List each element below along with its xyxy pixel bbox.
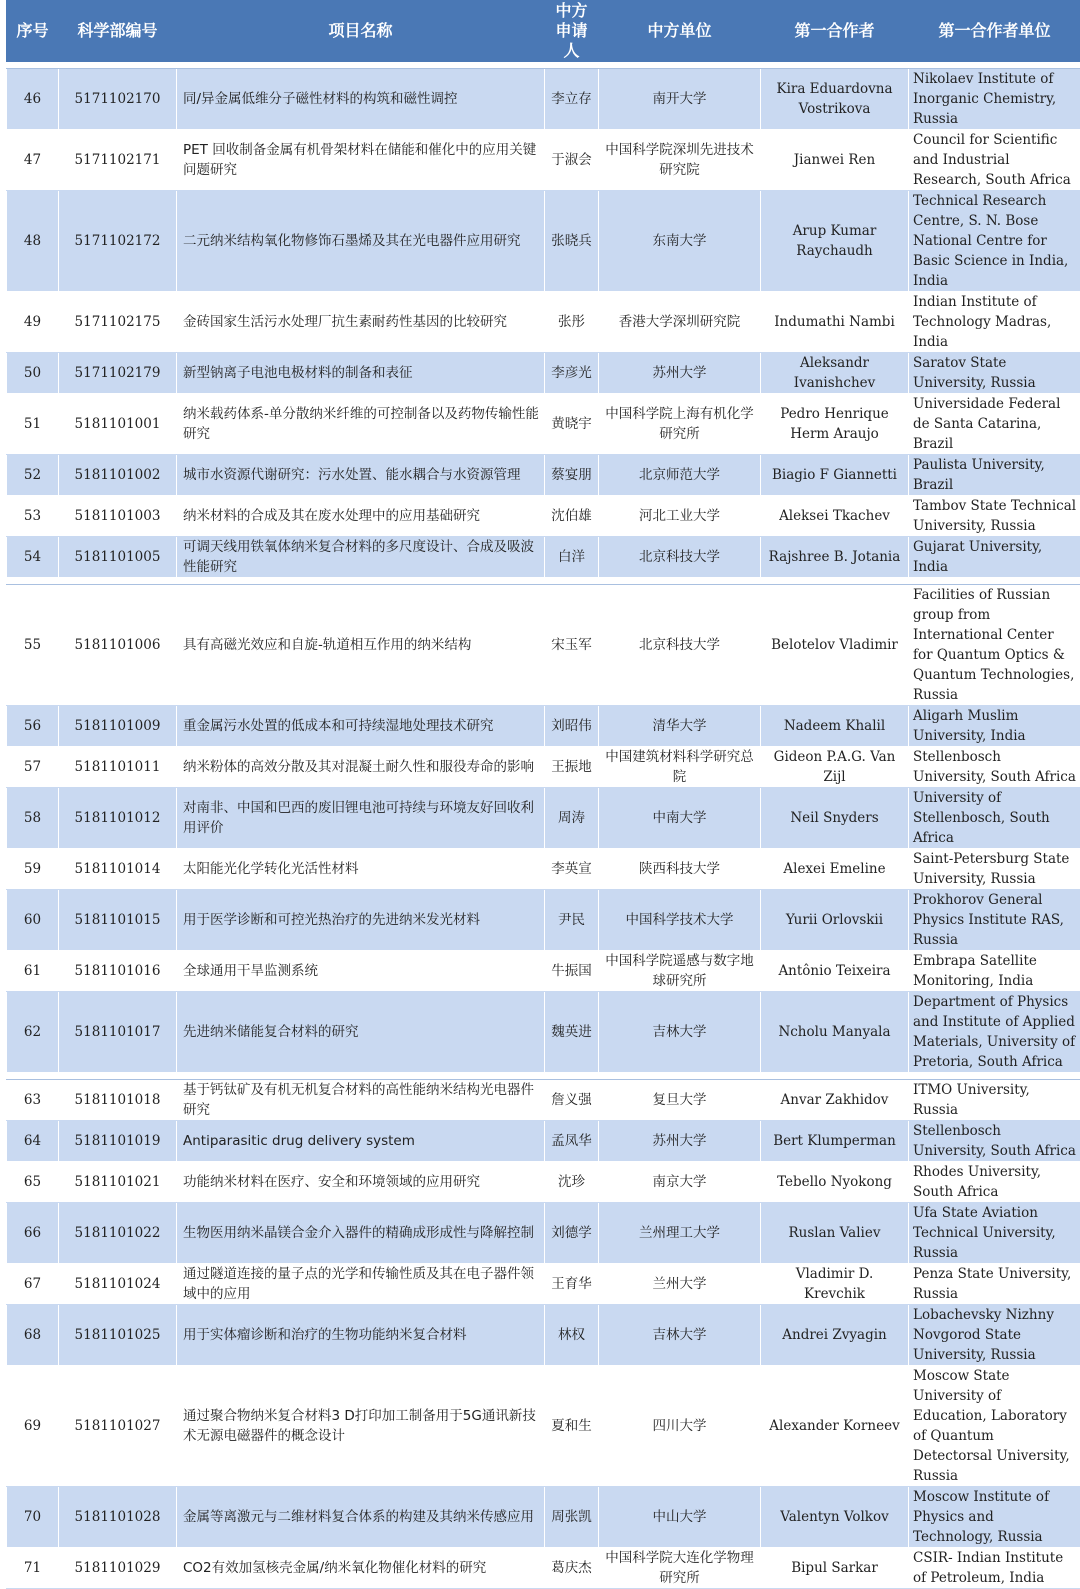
row-applicant: 王振地	[545, 747, 599, 788]
header-applicant: 中方申请人	[545, 1, 599, 62]
row-project: 生物医用纳米晶镁合金介入器件的精确成形成性与降解控制	[177, 1203, 545, 1264]
table-row	[7, 394, 1080, 455]
row-unit: 苏州大学	[599, 353, 761, 394]
row-project: 纳米材料的合成及其在废水处理中的应用基础研究	[177, 496, 545, 537]
row-number: 50	[7, 353, 59, 394]
row-project: 金砖国家生活污水处理厂抗生素耐药性基因的比较研究	[177, 292, 545, 353]
row-code: 5181101021	[59, 1162, 177, 1203]
row-unit: 中山大学	[599, 1487, 761, 1548]
section-gap	[7, 578, 1080, 585]
row-code: 5181101029	[59, 1548, 177, 1589]
row-number: 64	[7, 1121, 59, 1162]
row-unit: 东南大学	[599, 191, 761, 292]
row-partner: Kira Eduardovna Vostrikova	[761, 69, 909, 130]
header-gap	[7, 62, 1080, 69]
header-partner: 第一合作者	[761, 1, 909, 62]
row-project: 二元纳米结构氧化物修饰石墨烯及其在光电器件应用研究	[177, 191, 545, 292]
row-number: 69	[7, 1366, 59, 1487]
row-code: 5181101005	[59, 537, 177, 578]
row-code: 5171102171	[59, 130, 177, 191]
row-number: 65	[7, 1162, 59, 1203]
row-code: 5181101012	[59, 788, 177, 849]
row-unit: 香港大学深圳研究院	[599, 292, 761, 353]
row-project: 具有高磁光效应和自旋-轨道相互作用的纳米结构	[177, 585, 545, 706]
header-partner-unit: 第一合作者单位	[909, 1, 1080, 62]
row-partner: Aleksandr Ivanishchev	[761, 353, 909, 394]
row-number: 54	[7, 537, 59, 578]
row-partner: Jianwei Ren	[761, 130, 909, 191]
row-number: 55	[7, 585, 59, 706]
row-project: 太阳能光化学转化光活性材料	[177, 849, 545, 890]
row-unit: 苏州大学	[599, 1121, 761, 1162]
row-partner: Biagio F Giannetti	[761, 455, 909, 496]
row-unit: 北京师范大学	[599, 455, 761, 496]
table-row	[7, 537, 1080, 578]
table-row	[7, 1264, 1080, 1305]
row-code: 5171102172	[59, 191, 177, 292]
row-project: 城市水资源代谢研究：污水处置、能水耦合与水资源管理	[177, 455, 545, 496]
row-number: 70	[7, 1487, 59, 1548]
row-unit: 中国科学院上海有机化学研究所	[599, 394, 761, 455]
row-applicant: 詹义强	[545, 1080, 599, 1121]
row-partner: Bert Klumperman	[761, 1121, 909, 1162]
table-row	[7, 130, 1080, 191]
row-applicant: 周张凯	[545, 1487, 599, 1548]
row-partner: Antônio Teixeira	[761, 951, 909, 992]
row-unit: 清华大学	[599, 706, 761, 747]
row-partner-unit: Aligarh Muslim University, India	[909, 706, 1080, 747]
row-project: 用于实体瘤诊断和治疗的生物功能纳米复合材料	[177, 1305, 545, 1366]
row-applicant: 牛振国	[545, 951, 599, 992]
row-partner-unit: Tambov State Technical University, Russia	[909, 496, 1080, 537]
row-code: 5181101017	[59, 992, 177, 1073]
row-project: 基于钙钛矿及有机无机复合材料的高性能纳米结构光电器件研究	[177, 1080, 545, 1121]
table-row	[7, 1548, 1080, 1589]
row-code: 5181101006	[59, 585, 177, 706]
row-partner: Anvar Zakhidov	[761, 1080, 909, 1121]
row-unit: 四川大学	[599, 1366, 761, 1487]
table-row	[7, 747, 1080, 788]
row-partner-unit: ITMO University, Russia	[909, 1080, 1080, 1121]
row-partner: Belotelov Vladimir	[761, 585, 909, 706]
row-code: 5181101002	[59, 455, 177, 496]
row-code: 5181101015	[59, 890, 177, 951]
table-row	[7, 585, 1080, 706]
row-number: 71	[7, 1548, 59, 1589]
row-number: 57	[7, 747, 59, 788]
row-project: 通过隧道连接的量子点的光学和传输性质及其在电子器件领域中的应用	[177, 1264, 545, 1305]
row-partner: Valentyn Volkov	[761, 1487, 909, 1548]
row-partner-unit: Lobachevsky Nizhny Novgorod State University, Russia	[909, 1305, 1080, 1366]
row-applicant: 沈珍	[545, 1162, 599, 1203]
table-row	[7, 292, 1080, 353]
row-applicant: 张彤	[545, 292, 599, 353]
row-unit: 中国科学院大连化学物理研究所	[599, 1548, 761, 1589]
row-number: 56	[7, 706, 59, 747]
row-code: 5181101025	[59, 1305, 177, 1366]
row-partner: Alexander Korneev	[761, 1366, 909, 1487]
table-row	[7, 69, 1080, 130]
row-project: 功能纳米材料在医疗、安全和环境领域的应用研究	[177, 1162, 545, 1203]
table-row	[7, 1487, 1080, 1548]
row-unit: 中国科学院遥感与数字地球研究所	[599, 951, 761, 992]
row-number: 63	[7, 1080, 59, 1121]
row-number: 58	[7, 788, 59, 849]
table-row	[7, 1305, 1080, 1366]
row-number: 46	[7, 69, 59, 130]
row-project: 金属等离激元与二维材料复合体系的构建及其纳米传感应用	[177, 1487, 545, 1548]
row-partner-unit: Saint-Petersburg State University, Russia	[909, 849, 1080, 890]
row-applicant: 张晓兵	[545, 191, 599, 292]
table-row	[7, 849, 1080, 890]
row-partner-unit: Department of Physics and Institute of Applied Materials, University of Pretoria, South Africa	[909, 992, 1080, 1073]
table-row	[7, 1162, 1080, 1203]
row-project: 纳米粉体的高效分散及其对混凝土耐久性和服役寿命的影响	[177, 747, 545, 788]
row-unit: 中国科学技术大学	[599, 890, 761, 951]
row-partner-unit: Embrapa Satellite Monitoring, India	[909, 951, 1080, 992]
row-partner-unit: Moscow State University of Education, Laboratory of Quantum Detectorsal University, Russia	[909, 1366, 1080, 1487]
table-row	[7, 496, 1080, 537]
row-partner: Gideon P.A.G. Van Zijl	[761, 747, 909, 788]
row-code: 5181101022	[59, 1203, 177, 1264]
row-unit: 复旦大学	[599, 1080, 761, 1121]
table-row	[7, 1121, 1080, 1162]
table-row	[7, 788, 1080, 849]
table-row	[7, 890, 1080, 951]
row-unit: 中国建筑材料科学研究总院	[599, 747, 761, 788]
row-partner: Ruslan Valiev	[761, 1203, 909, 1264]
row-project: 重金属污水处置的低成本和可持续湿地处理技术研究	[177, 706, 545, 747]
row-partner: Pedro Henrique Herm Araujo	[761, 394, 909, 455]
row-partner: Alexei Emeline	[761, 849, 909, 890]
row-partner-unit: Universidade Federal de Santa Catarina, Brazil	[909, 394, 1080, 455]
row-project: CO2有效加氢核壳金属/纳米氧化物催化材料的研究	[177, 1548, 545, 1589]
row-partner: Vladimir D. Krevchik	[761, 1264, 909, 1305]
row-number: 67	[7, 1264, 59, 1305]
row-unit: 兰州大学	[599, 1264, 761, 1305]
row-project: 通过聚合物纳米复合材料3 D打印加工制备用于5G通讯新技术无源电磁器件的概念设计	[177, 1366, 545, 1487]
table-row	[7, 1203, 1080, 1264]
row-number: 61	[7, 951, 59, 992]
row-partner-unit: CSIR- Indian Institute of Petroleum, India	[909, 1548, 1080, 1589]
row-code: 5181101024	[59, 1264, 177, 1305]
row-project: 对南非、中国和巴西的废旧锂电池可持续与环境友好回收利用评价	[177, 788, 545, 849]
row-unit: 中南大学	[599, 788, 761, 849]
row-applicant: 白洋	[545, 537, 599, 578]
row-unit: 河北工业大学	[599, 496, 761, 537]
row-code: 5181101003	[59, 496, 177, 537]
row-applicant: 林权	[545, 1305, 599, 1366]
row-partner-unit: Nikolaev Institute of Inorganic Chemistry, Russia	[909, 69, 1080, 130]
row-code: 5171102170	[59, 69, 177, 130]
row-applicant: 刘昭伟	[545, 706, 599, 747]
row-number: 68	[7, 1305, 59, 1366]
row-applicant: 宋玉军	[545, 585, 599, 706]
row-applicant: 王育华	[545, 1264, 599, 1305]
row-partner-unit: University of Stellenbosch, South Africa	[909, 788, 1080, 849]
row-applicant: 蔡宴朋	[545, 455, 599, 496]
row-partner: Neil Snyders	[761, 788, 909, 849]
table-row	[7, 191, 1080, 292]
row-code: 5181101014	[59, 849, 177, 890]
row-code: 5181101009	[59, 706, 177, 747]
row-number: 48	[7, 191, 59, 292]
row-applicant: 周涛	[545, 788, 599, 849]
row-code: 5181101028	[59, 1487, 177, 1548]
table-row	[7, 353, 1080, 394]
row-partner-unit: Gujarat University, India	[909, 537, 1080, 578]
row-partner: Arup Kumar Raychaudh	[761, 191, 909, 292]
row-unit: 中国科学院深圳先进技术研究院	[599, 130, 761, 191]
row-applicant: 李彦光	[545, 353, 599, 394]
row-partner-unit: Facilities of Russian group from International Center for Quantum Optics & Quantum Technologies, Russia	[909, 585, 1080, 706]
section-gap	[7, 1073, 1080, 1080]
row-number: 60	[7, 890, 59, 951]
row-applicant: 李英宣	[545, 849, 599, 890]
table-row	[7, 951, 1080, 992]
row-partner: Nadeem Khalil	[761, 706, 909, 747]
row-applicant: 葛庆杰	[545, 1548, 599, 1589]
header-row	[7, 1, 1080, 62]
row-number: 59	[7, 849, 59, 890]
row-number: 66	[7, 1203, 59, 1264]
row-number: 62	[7, 992, 59, 1073]
row-unit: 北京科技大学	[599, 537, 761, 578]
row-applicant: 魏英进	[545, 992, 599, 1073]
row-applicant: 刘德学	[545, 1203, 599, 1264]
row-applicant: 夏和生	[545, 1366, 599, 1487]
row-code: 5181101001	[59, 394, 177, 455]
row-partner-unit: Moscow Institute of Physics and Technology, Russia	[909, 1487, 1080, 1548]
row-applicant: 沈伯雄	[545, 496, 599, 537]
row-project: Antiparasitic drug delivery system	[177, 1121, 545, 1162]
row-number: 53	[7, 496, 59, 537]
row-code: 5171102179	[59, 353, 177, 394]
row-applicant: 孟凤华	[545, 1121, 599, 1162]
row-partner: Aleksei Tkachev	[761, 496, 909, 537]
row-number: 49	[7, 292, 59, 353]
table-row	[7, 706, 1080, 747]
row-project: 可调天线用铁氧体纳米复合材料的多尺度设计、合成及吸波性能研究	[177, 537, 545, 578]
header-no: 序号	[7, 1, 59, 62]
row-number: 52	[7, 455, 59, 496]
table-row	[7, 1366, 1080, 1487]
row-code: 5181101018	[59, 1080, 177, 1121]
row-project: 同/异金属低维分子磁性材料的构筑和磁性调控	[177, 69, 545, 130]
row-partner-unit: Penza State University, Russia	[909, 1264, 1080, 1305]
row-applicant: 黄晓宇	[545, 394, 599, 455]
row-partner-unit: Saratov State University, Russia	[909, 353, 1080, 394]
row-partner: Rajshree B. Jotania	[761, 537, 909, 578]
row-partner-unit: Stellenbosch University, South Africa	[909, 1121, 1080, 1162]
row-code: 5181101019	[59, 1121, 177, 1162]
row-partner-unit: Prokhorov General Physics Institute RAS, Russia	[909, 890, 1080, 951]
row-project: 新型钠离子电池电极材料的制备和表征	[177, 353, 545, 394]
row-partner-unit: Indian Institute of Technology Madras, India	[909, 292, 1080, 353]
row-code: 5181101016	[59, 951, 177, 992]
row-code: 5171102175	[59, 292, 177, 353]
row-unit: 吉林大学	[599, 1305, 761, 1366]
row-project: 先进纳米储能复合材料的研究	[177, 992, 545, 1073]
row-number: 51	[7, 394, 59, 455]
row-unit: 北京科技大学	[599, 585, 761, 706]
row-partner-unit: Council for Scientific and Industrial Research, South Africa	[909, 130, 1080, 191]
row-applicant: 李立存	[545, 69, 599, 130]
row-partner: Bipul Sarkar	[761, 1548, 909, 1589]
row-project: 纳米载药体系-单分散纳米纤维的可控制备以及药物传输性能研究	[177, 394, 545, 455]
table-row	[7, 455, 1080, 496]
table-row	[7, 1080, 1080, 1121]
row-project: 用于医学诊断和可控光热治疗的先进纳米发光材料	[177, 890, 545, 951]
header-unit: 中方单位	[599, 1, 761, 62]
row-partner-unit: Stellenbosch University, South Africa	[909, 747, 1080, 788]
projects-table	[6, 0, 1080, 1589]
row-unit: 南京大学	[599, 1162, 761, 1203]
row-partner: Andrei Zvyagin	[761, 1305, 909, 1366]
row-partner-unit: Paulista University, Brazil	[909, 455, 1080, 496]
header-code: 科学部编号	[59, 1, 177, 62]
row-project: PET 回收制备金属有机骨架材料在储能和催化中的应用关键问题研究	[177, 130, 545, 191]
row-partner: Yurii Orlovskii	[761, 890, 909, 951]
row-partner-unit: Rhodes University, South Africa	[909, 1162, 1080, 1203]
row-partner: Ncholu Manyala	[761, 992, 909, 1073]
row-partner-unit: Technical Research Centre, S. N. Bose National Centre for Basic Science in India, India	[909, 191, 1080, 292]
row-unit: 陕西科技大学	[599, 849, 761, 890]
row-code: 5181101011	[59, 747, 177, 788]
row-partner-unit: Ufa State Aviation Technical University, Russia	[909, 1203, 1080, 1264]
row-project: 全球通用干旱监测系统	[177, 951, 545, 992]
header-project: 项目名称	[177, 1, 545, 62]
row-unit: 吉林大学	[599, 992, 761, 1073]
row-unit: 南开大学	[599, 69, 761, 130]
row-applicant: 于淑会	[545, 130, 599, 191]
table-row	[7, 992, 1080, 1073]
row-unit: 兰州理工大学	[599, 1203, 761, 1264]
row-number: 47	[7, 130, 59, 191]
row-partner: Tebello Nyokong	[761, 1162, 909, 1203]
row-applicant: 尹民	[545, 890, 599, 951]
row-code: 5181101027	[59, 1366, 177, 1487]
row-partner: Indumathi Nambi	[761, 292, 909, 353]
